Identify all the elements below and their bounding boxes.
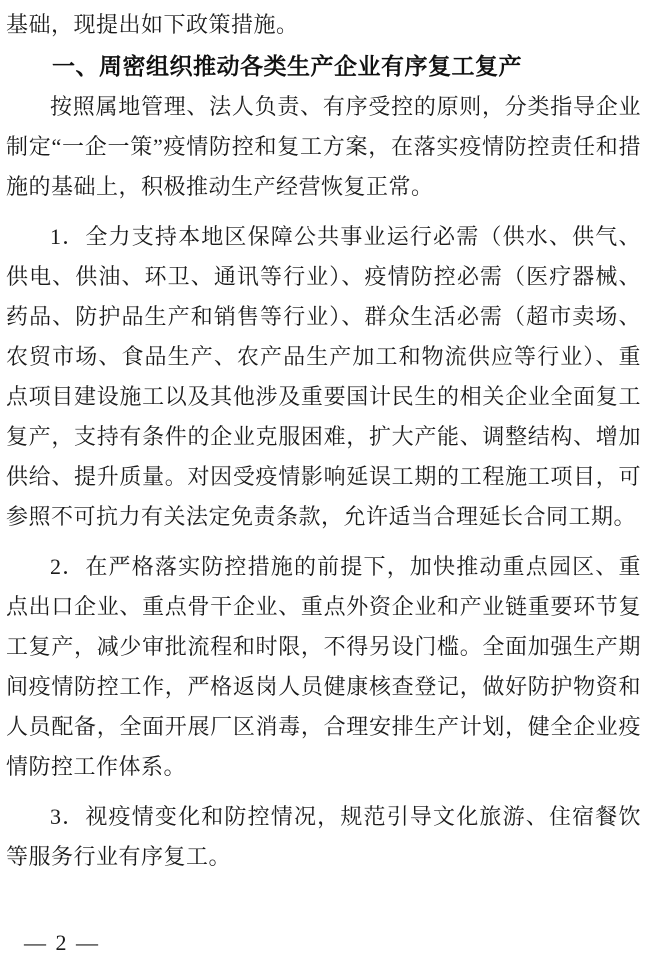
page-number: — 2 —: [24, 930, 100, 955]
paragraph-item-2: 2．在严格落实防控措施的前提下，加快推动重点园区、重点出口企业、重点骨干企业、重点外资企业和产业链重要环节复工复产，减少审批流程和时限，不得另设门槛。全面加强生产期间疫情防控工作，严格返岗人员健康核查登记，做好防护物资和人员配备，全面开展厂区消毒，合理安排生产计划，健全企业疫情防控工作体系。: [6, 554, 641, 779]
paragraph-item-1: 1．全力支持本地区保障公共事业运行必需（供水、供气、供电、供油、环卫、通讯等行业）、疫情防控必需（医疗器械、药品、防护品生产和销售等行业）、群众生活必需（超市卖场、农贸市场、食品生产、农产品生产加工和物流供应等行业）、重点项目建设施工以及其他涉及重要国计民生的相关企业全面复工复产，支持有条件的企业克服困难，扩大产能、调整结构、增加供给、提升质量。对因受疫情影响延误工期的工程施工项目，可参照不可抗力有关法定免责条款，允许适当合理延长合同工期。: [6, 224, 641, 529]
paragraph-overview: 按照属地管理、法人负责、有序受控的原则，分类指导企业制定“一企一策”疫情防控和复工方案，在落实疫情防控责任和措施的基础上，积极推动生产经营恢复正常。: [6, 94, 641, 199]
continuation-paragraph: 基础，现提出如下政策措施。: [6, 12, 299, 37]
section-heading: 一、周密组织推动各类生产企业有序复工复产: [52, 53, 522, 79]
paragraph-item-3: 3．视疫情变化和防控情况，规范引导文化旅游、住宿餐饮等服务行业有序复工。: [6, 804, 641, 869]
